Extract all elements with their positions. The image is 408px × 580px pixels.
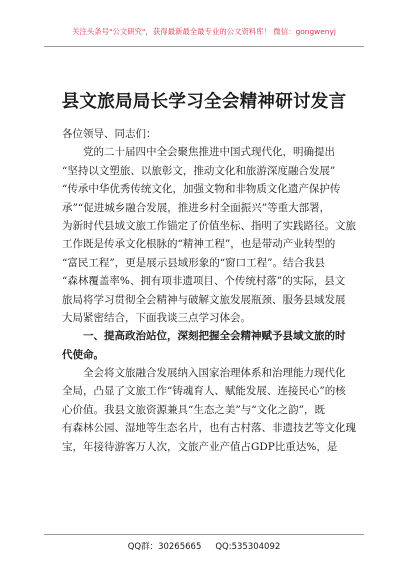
- paragraph-line: 党的二十届四中全会聚焦推进中国式现代化，明确提出: [83, 146, 335, 159]
- document-title: 县文旅局局长学习全会精神研讨发言: [61, 92, 347, 112]
- paragraph-line: “传承中华优秀传统文化，加强文物和非物质文化遗产保护传: [62, 183, 341, 196]
- paragraph-line: 为新时代县域文旅工作锚定了价值坐标、指明了实践路径。文旅: [62, 219, 356, 232]
- paragraph-line: 宝，年接待游客万人次，文旅产业产值占GDP比重达%，是: [62, 440, 338, 453]
- salutation: 各位领导、同志们：: [62, 128, 157, 140]
- paragraph-line: “坚持以文塑旅、以旅彰文，推动文化和旅游深度融合发展”: [62, 164, 336, 177]
- paragraph-line: 全局，凸显了文旅工作“铸魂育人、赋能发展、连接民心”的核: [62, 385, 346, 398]
- footer-divider: [44, 534, 364, 535]
- header-note: 关注头条号"公文研究"，获得最新最全最专业的公文资料库！ 微信：gongwenyj: [72, 27, 336, 36]
- document-body: [62, 125, 358, 456]
- paragraph-line: 心价值。我县文旅资源兼具“生态之美”与“文化之韵”，既: [62, 403, 325, 416]
- section-heading-continued: 代使命。: [62, 348, 104, 361]
- paragraph-line: “富民工程”，更是展示县域形象的“窗口工程”。结合我县: [62, 256, 325, 269]
- paragraph-line: 全会将文旅融合发展纳入国家治理体系和治理能力现代化: [83, 367, 346, 380]
- paragraph-line: 大局紧密结合，下面我谈三点学习体会。: [62, 311, 251, 324]
- paragraph-line: 承”“促进城乡融合发展，推进乡村全面振兴”等重大部署，: [62, 201, 331, 214]
- section-heading: 一、提高政治站位，深刻把握全会精神赋予县域文旅的时: [83, 330, 346, 343]
- paragraph-line: 工作既是传承文化根脉的“精神工程”，也是带动产业转型的: [62, 238, 336, 251]
- footer-qq: QQ:535304092: [215, 542, 281, 552]
- footer-qq-group: QQ群：30265665: [127, 542, 202, 552]
- header-divider: [44, 46, 364, 47]
- paragraph-line: 旅局将学习贯彻全会精神与破解文旅发展瓶颈、服务县域发展: [62, 293, 346, 306]
- paragraph-line: “森林覆盖率%、拥有项非遗项目、个传统村落”的实际，县文: [62, 275, 346, 288]
- footer: [0, 540, 408, 552]
- paragraph-line: 有森林公园、湿地等生态名片，也有古村落、非遗技艺等文化瑰: [62, 422, 356, 435]
